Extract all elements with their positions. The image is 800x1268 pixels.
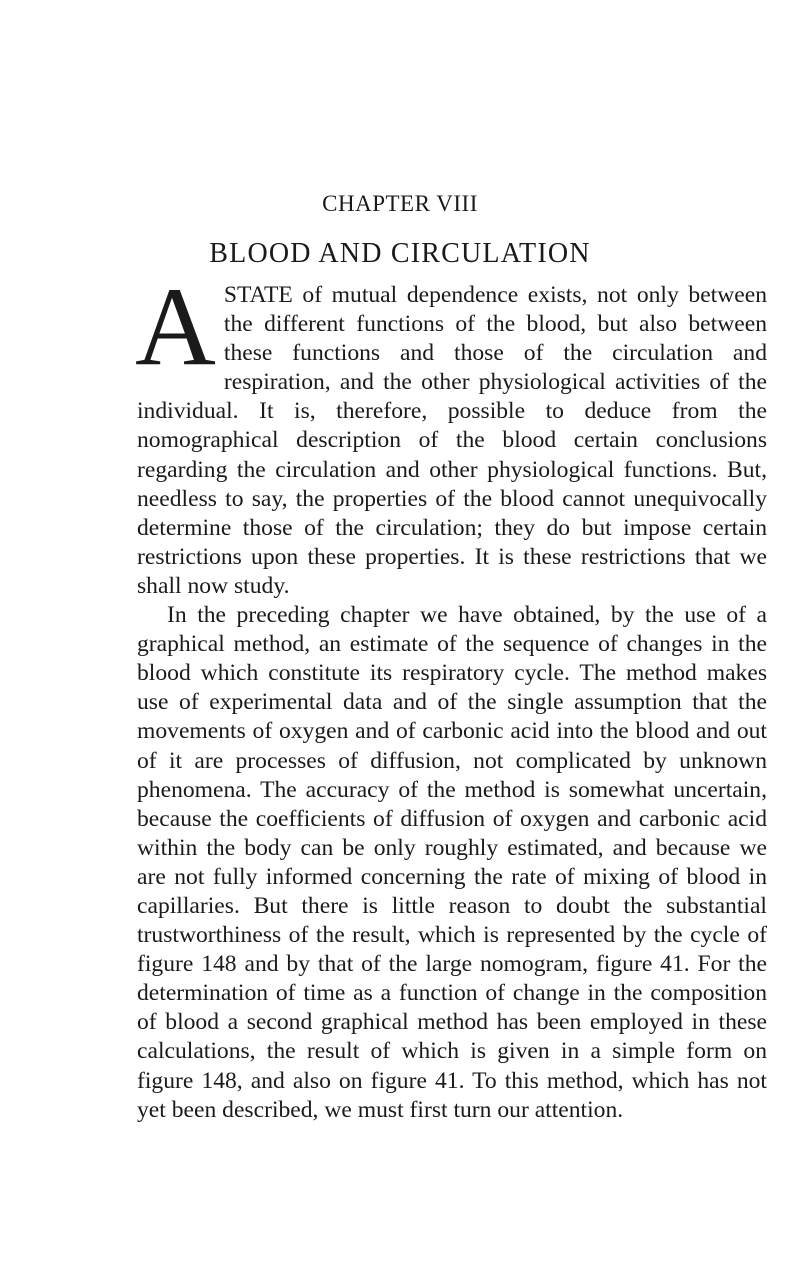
drop-cap: A	[135, 265, 216, 389]
paragraph-2: In the preceding chapter we have obtained, by the use of a graphical method, an estimate of the sequence of changes in the blood which constitute its respiratory cycle. The method makes use of experimental data and of the single assumption that the movements of oxygen and of carbonic acid into the blood and out of it are processes of diffusion, not complicated by unknown phenomena. The accuracy of the method is somewhat uncertain, because the coefficients of diffusion of oxygen and carbonic acid within the body can be only roughly estimated, and because we are not fully informed concerning the rate of mixing of blood in capillaries. But there is little reason to doubt the substantial trustworthiness of the result, which is represented by the cycle of figure 148 and by that of the large nomogram, figure 41. For the determination of time as a function of change in the composition of blood a second graphical method has been employed in these calculations, the result of which is given in a simple form on figure 148, and also on figure 41. To this method, which has not yet been described, we must first turn our attention.	[137, 602, 767, 1123]
chapter-number: CHAPTER VIII	[322, 191, 478, 216]
chapter-title: BLOOD AND CIRCULATION	[209, 238, 591, 269]
body-text	[135, 265, 767, 1125]
paragraph-1-text: STATE of mutual dependence exists, not only between the different functions of the blood, but also between these functions and those of the circulation and respiration, and the other physiological activities of the individual. It is, therefore, possible to deduce from the nomographical description of the blood certain conclusions regarding the circulation and other physiological functions. But, needless to say, the properties of the blood cannot unequivocally determine those of the circulation; they do but impose certain restrictions upon these properties. It is these restrictions that we shall now study.	[137, 282, 767, 599]
paragraph-1	[135, 265, 767, 601]
